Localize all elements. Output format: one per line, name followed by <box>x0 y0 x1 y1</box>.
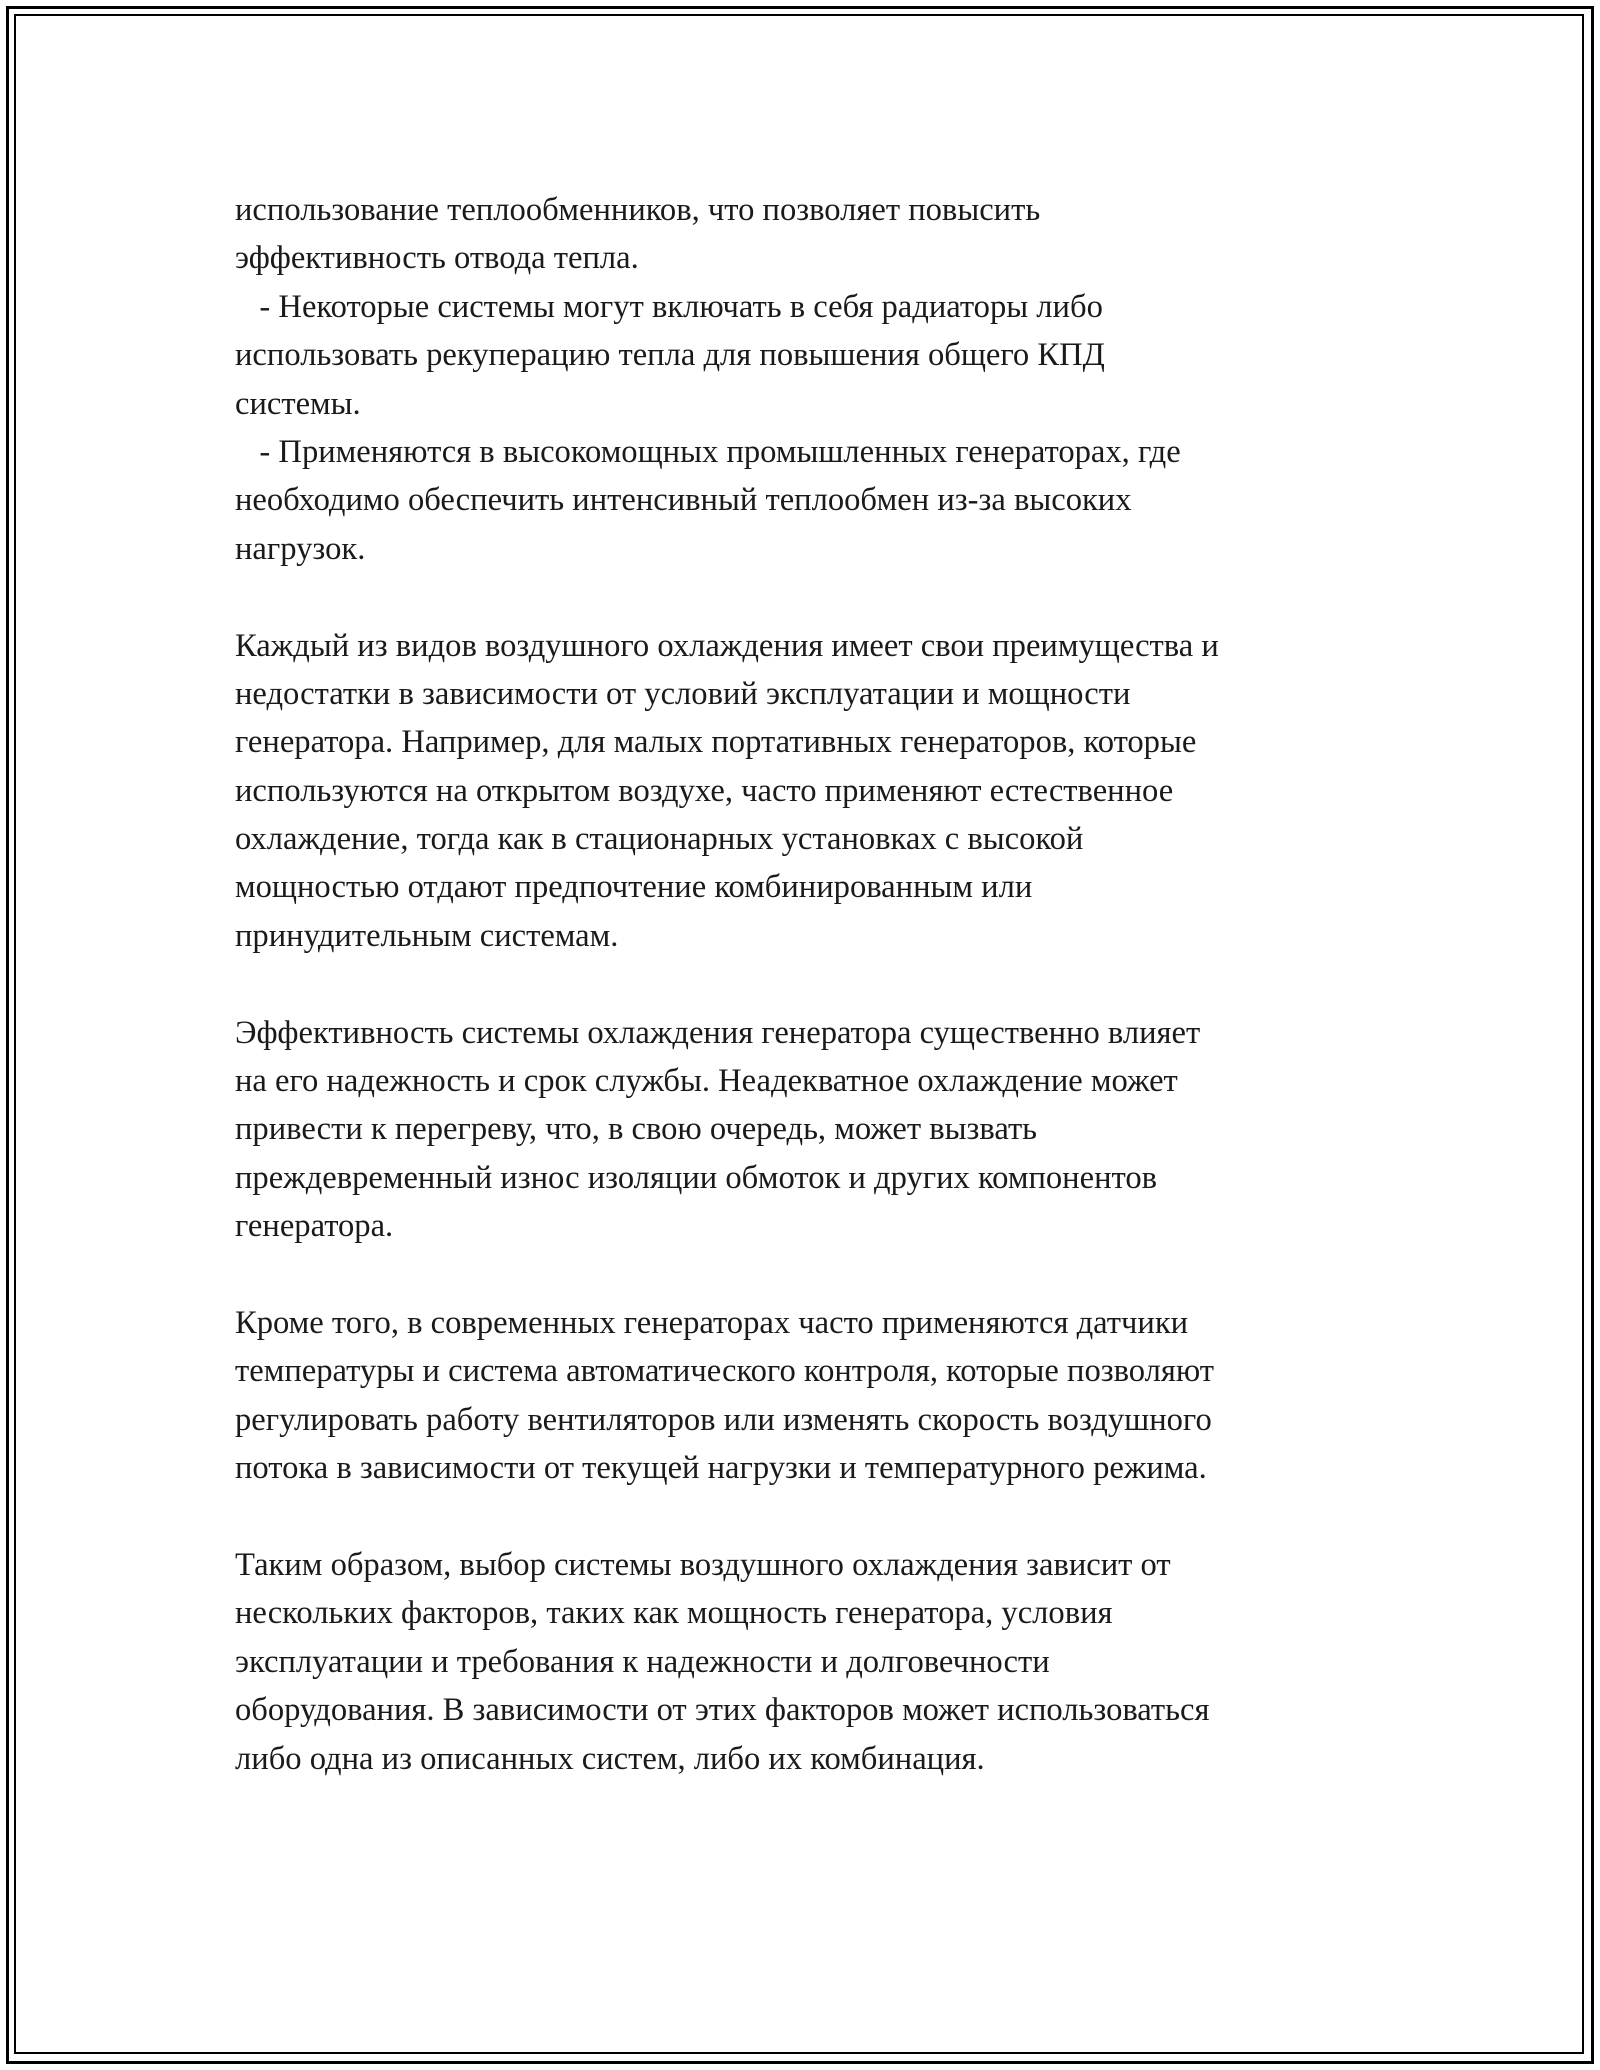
text-line: преждевременный износ изоляции обмоток и других компонентов <box>235 1159 1157 1196</box>
text-line: Эффективность системы охлаждения генератора существенно влияет <box>235 1014 1201 1051</box>
paragraph-spacer <box>235 1251 1365 1299</box>
text-line: используются на открытом воздухе, часто применяют естественное <box>235 772 1174 809</box>
text-line: потока в зависимости от текущей нагрузки и температурного режима. <box>235 1450 1207 1487</box>
text-line: использование теплообменников, что позволяет повысить <box>235 192 1041 228</box>
paragraph-sensors <box>235 1299 1365 1493</box>
text-line: оборудования. В зависимости от этих факторов может использоваться <box>235 1692 1210 1729</box>
text-line: генератора. Например, для малых портативных генераторов, которые <box>235 724 1197 761</box>
text-line: эксплуатации и требования к надежности и долговечности <box>235 1643 1050 1680</box>
text-line: нескольких факторов, таких как мощность генератора, условия <box>235 1595 1113 1632</box>
text-line: привести к перегреву, что, в свою очередь, может вызвать <box>235 1111 1038 1148</box>
text-line: эффективность отвода тепла. <box>235 240 639 277</box>
text-line: системы. <box>235 385 361 422</box>
text-line: мощностью отдают предпочтение комбинированным или <box>235 869 1033 906</box>
paragraph-efficiency <box>235 1009 1365 1251</box>
document-body <box>235 186 1365 1783</box>
text-line: Таким образом, выбор системы воздушного охлаждения зависит от <box>235 1546 1171 1583</box>
text-line: нагрузок. <box>235 530 366 567</box>
paragraph-heat-exchangers <box>235 186 1365 573</box>
text-line: - Некоторые системы могут включать в себя радиаторы либо <box>235 288 1103 325</box>
text-line: - Применяются в высокомощных промышленных генераторах, где <box>235 433 1181 470</box>
text-line: охлаждение, тогда как в стационарных установках с высокой <box>235 821 1084 858</box>
text-line: Кроме того, в современных генераторах часто применяются датчики <box>235 1304 1189 1341</box>
text-line: недостатки в зависимости от условий эксплуатации и мощности <box>235 675 1131 712</box>
text-line: использовать рекуперацию тепла для повышения общего КПД <box>235 337 1105 374</box>
text-line: необходимо обеспечить интенсивный теплообмен из-за высоких <box>235 482 1132 519</box>
text-line: регулировать работу вентиляторов или изменять скорость воздушного <box>235 1401 1212 1438</box>
text-line: либо одна из описанных систем, либо их комбинация. <box>235 1740 985 1777</box>
paragraph-spacer <box>235 573 1365 621</box>
text-line: на его надежность и срок службы. Неадекватное охлаждение может <box>235 1063 1178 1100</box>
paragraph-spacer <box>235 1493 1365 1541</box>
paragraph-cooling-types <box>235 622 1365 961</box>
text-line: принудительным системам. <box>235 917 619 954</box>
paragraph-spacer <box>235 960 1365 1008</box>
text-line: температуры и система автоматического контроля, которые позволяют <box>235 1353 1215 1390</box>
text-line: Каждый из видов воздушного охлаждения имеет свои преимущества и <box>235 627 1219 664</box>
text-line: генератора. <box>235 1208 394 1245</box>
paragraph-conclusion <box>235 1541 1365 1783</box>
